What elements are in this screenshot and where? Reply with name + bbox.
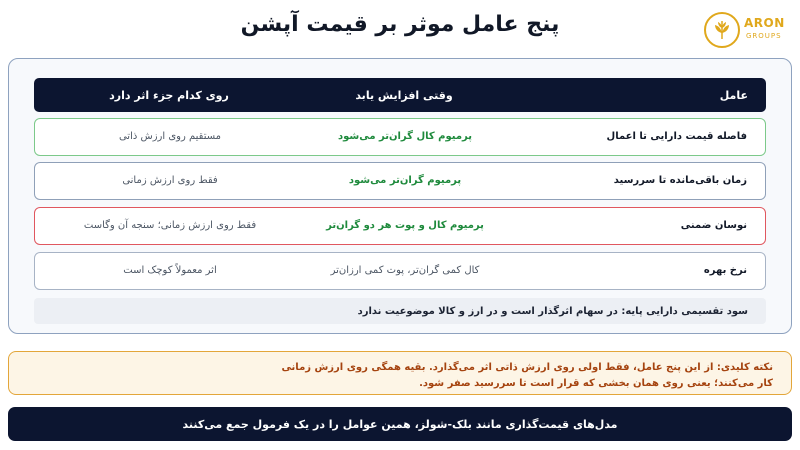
row-factor: زمان باقی‌مانده تا سررسید: [613, 175, 747, 186]
row-when-increases: کال کمی گران‌تر، پوت کمی ارزان‌تر: [330, 265, 480, 276]
dividend-note: [34, 298, 766, 324]
table-row: [34, 207, 766, 245]
logo-subtitle: GROUPS: [746, 32, 782, 40]
header-factor: عامل: [719, 89, 748, 102]
row-affects: اثر معمولاً کوچک است: [123, 265, 217, 276]
header-affects: روی کدام جزء اثر دارد: [109, 89, 229, 102]
table-row: [34, 252, 766, 290]
footer-banner: [8, 407, 792, 441]
row-affects: مستقیم روی ارزش ذاتی: [118, 131, 222, 142]
header-when-increases: وقتی افزایش یابد: [355, 89, 453, 102]
key-note-line-2: کار می‌کنند؛ یعنی روی همان بخشی که قرار است تا سررسید صفر شود.: [419, 378, 773, 389]
key-note-box: [8, 351, 792, 395]
key-note-line-1: نکته کلیدی: از این پنج عامل، فقط اولی روی ارزش ذاتی اثر می‌گذارد. بقیه همگی روی ارزش زمانی: [281, 362, 773, 373]
row-affects: فقط روی ارزش زمانی؛ سنجه آن وگاست: [83, 220, 257, 231]
row-factor: نرخ بهره: [703, 265, 747, 276]
row-affects: فقط روی ارزش زمانی: [122, 175, 218, 186]
row-when-increases: پرمیوم گران‌تر می‌شود: [348, 175, 462, 186]
page-title: پنج عامل موثر بر قیمت آپشن: [240, 12, 560, 37]
table-row: [34, 118, 766, 156]
row-factor: فاصله قیمت دارایی تا اعمال: [606, 131, 747, 142]
logo-brand: ARON: [744, 16, 785, 30]
leaf-icon: [704, 12, 740, 48]
dividend-note-text: سود تقسیمی دارایی پایه: در سهام اثرگذار است و در ارز و کالا موضوعیت ندارد: [357, 306, 748, 317]
row-factor: نوسان ضمنی: [680, 220, 747, 231]
footer-text: مدل‌های قیمت‌گذاری مانند بلک-شولز، همین عوامل را در یک فرمول جمع می‌کنند: [182, 418, 618, 431]
row-when-increases: پرمیوم کال و پوت هر دو گران‌تر: [326, 220, 484, 231]
table-row: [34, 162, 766, 200]
row-when-increases: پرمیوم کال گران‌تر می‌شود: [337, 131, 473, 142]
table-header: [34, 78, 766, 112]
logo: [704, 10, 796, 50]
